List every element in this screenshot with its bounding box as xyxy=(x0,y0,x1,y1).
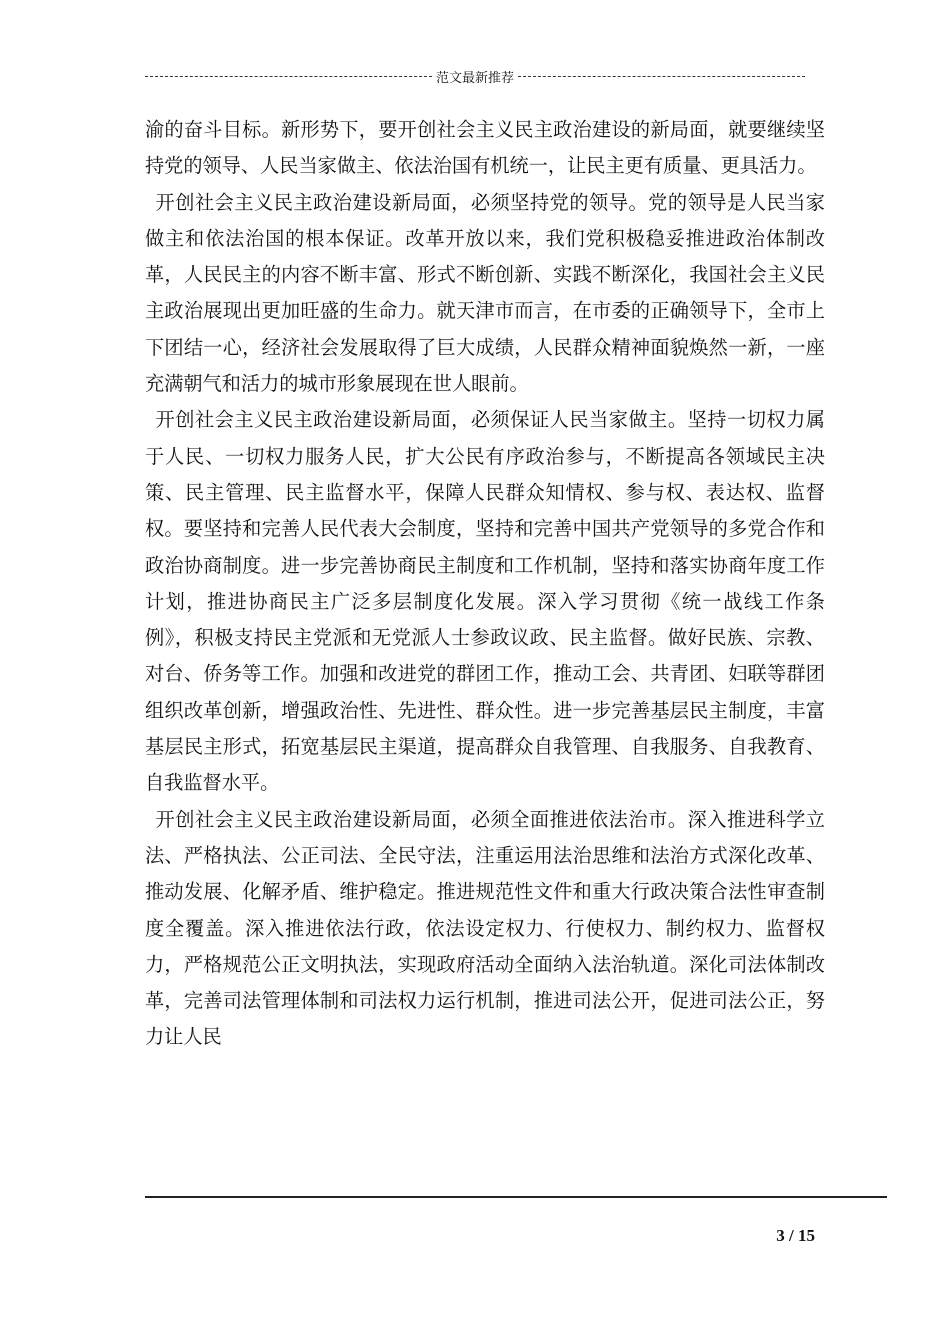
page-header xyxy=(145,64,805,88)
paragraph-rule-of-law: 开创社会主义民主政治建设新局面，必须全面推进依法治市。深入推进科学立法、严格执法、公正司法、全民守法，注重运用法治思维和法治方式深化改革、推动发展、化解矛盾、维护稳定。推进规范性文件和重大行政决策合法性审查制度全覆盖。深入推进依法行政，依法设定权力、行使权力、制约权力、监督权力，严格规范公正文明执法，实现政府活动全面纳入法治轨道。深化司法体制改革，完善司法管理体制和司法权力运行机制，推进司法公开，促进司法公正，努力让人民 xyxy=(145,807,825,1049)
header-dash-left xyxy=(145,76,432,77)
document-body xyxy=(145,112,825,1056)
footer-rule xyxy=(145,1196,887,1198)
paragraph-party-leadership: 开创社会主义民主政治建设新局面，必须坚持党的领导。党的领导是人民当家做主和依法治国的根本保证。改革开放以来，我们党积极稳妥推进政治体制改革，人民民主的内容不断丰富、形式不断创新、实践不断深化，我国社会主义民主政治展现出更加旺盛的生命力。就天津市而言，在市委的正确领导下，全市上下团结一心，经济社会发展取得了巨大成绩，人民群众精神面貌焕然一新，一座充满朝气和活力的城市形象展现在世人眼前。 xyxy=(145,190,825,396)
paragraph-continuation: 渝的奋斗目标。新形势下，要开创社会主义民主政治建设的新局面，就要继续坚持党的领导、人民当家做主、依法治国有机统一，让民主更有质量、更具活力。 xyxy=(145,118,825,178)
header-dash-right xyxy=(518,76,805,77)
page-number: 3 / 15 xyxy=(776,1226,815,1245)
header-title: 范文最新推荐 xyxy=(436,70,515,86)
paragraph-people-as-masters: 开创社会主义民主政治建设新局面，必须保证人民当家做主。坚持一切权力属于人民、一切权力服务人民，扩大公民有序政治参与，不断提高各领域民主决策、民主管理、民主监督水平，保障人民群众知情权、参与权、表达权、监督权。要坚持和完善人民代表大会制度，坚持和完善中国共产党领导的多党合作和政治协商制度。进一步完善协商民主制度和工作机制，坚持和落实协商年度工作计划，推进协商民主广泛多层制度化发展。深入学习贯彻《统一战线工作条例》，积极支持民主党派和无党派人士参政议政、民主监督。做好民族、宗教、对台、侨务等工作。加强和改进党的群团工作，推动工会、共青团、妇联等群团组织改革创新，增强政治性、先进性、群众性。进一步完善基层民主制度，丰富基层民主形式，拓宽基层民主渠道，提高群众自我管理、自我服务、自我教育、自我监督水平。 xyxy=(145,408,825,795)
